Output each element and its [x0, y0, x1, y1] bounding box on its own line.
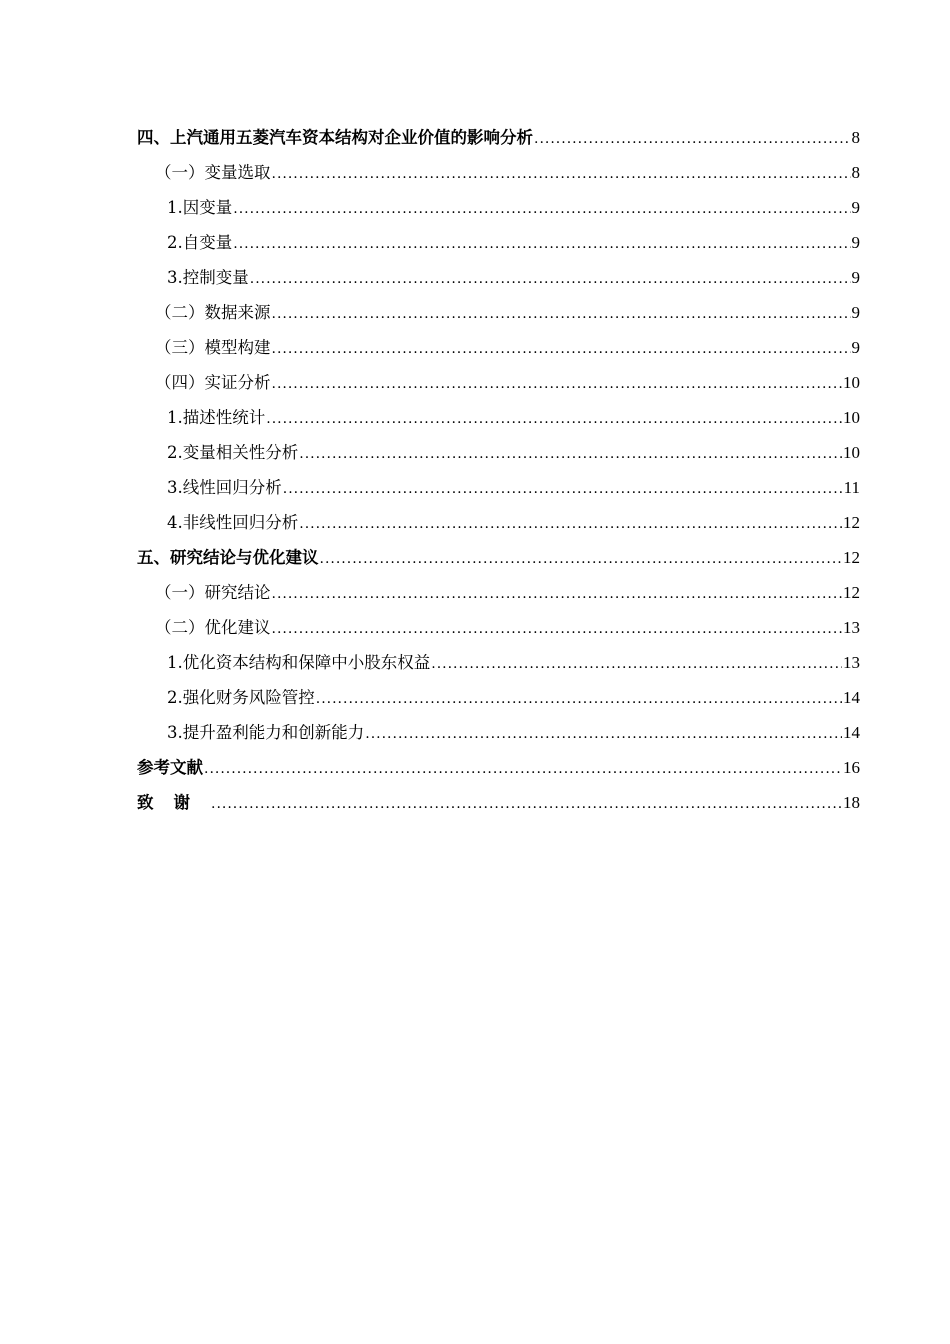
toc-entry [137, 680, 860, 715]
toc-entry [137, 260, 860, 295]
toc-entry [137, 750, 860, 785]
toc-entry [137, 645, 860, 680]
toc-page-number: 10 [843, 408, 860, 427]
toc-dot-leader [233, 192, 850, 227]
toc-dot-leader [272, 612, 843, 647]
toc-dot-leader [272, 297, 851, 332]
toc-entry-title: 2.变量相关性分析 [167, 443, 299, 462]
toc-entry-title: 参考文献 [137, 758, 203, 777]
toc-entry [137, 330, 860, 365]
toc-entry-title: 1.描述性统计 [167, 408, 266, 427]
toc-entry [137, 365, 860, 400]
toc-dot-leader [211, 787, 842, 822]
toc-page-number: 13 [843, 653, 860, 672]
toc-page-number: 10 [843, 373, 860, 392]
toc-entry-title: 4.非线性回归分析 [167, 513, 299, 532]
toc-dot-leader [266, 402, 842, 437]
toc-entry-title: 四、上汽通用五菱汽车资本结构对企业价值的影响分析 [137, 128, 533, 147]
toc-entry-title: （一）研究结论 [155, 583, 271, 602]
toc-dot-leader [233, 227, 850, 262]
toc-entry [137, 715, 860, 750]
toc-dot-leader [272, 577, 843, 612]
toc-page-number: 9 [851, 198, 860, 217]
toc-entry [137, 435, 860, 470]
toc-page-number: 11 [843, 478, 860, 497]
toc-page-number: 18 [843, 793, 860, 812]
table-of-contents [137, 120, 860, 820]
toc-dot-leader [272, 367, 843, 402]
toc-entry [137, 610, 860, 645]
toc-entry [137, 190, 860, 225]
toc-page-number: 8 [851, 128, 860, 147]
toc-entry-title: 1.优化资本结构和保障中小股东权益 [167, 653, 431, 672]
toc-entry [137, 120, 860, 155]
toc-page-number: 14 [843, 723, 860, 742]
toc-entry-title: （二）优化建议 [155, 618, 271, 637]
toc-entry-title: （三）模型构建 [155, 338, 271, 357]
toc-entry-title: 3.提升盈利能力和创新能力 [167, 723, 365, 742]
toc-dot-leader [250, 262, 851, 297]
toc-dot-leader [534, 122, 851, 157]
toc-entry-title: （四）实证分析 [155, 373, 271, 392]
toc-page-number: 10 [843, 443, 860, 462]
toc-entry-title: （二）数据来源 [155, 303, 271, 322]
toc-entry [137, 470, 860, 505]
toc-entry-title: 1.因变量 [167, 198, 233, 217]
toc-dot-leader [365, 717, 842, 752]
toc-entry-title: 3.控制变量 [167, 268, 249, 287]
toc-page-number: 9 [851, 268, 860, 287]
toc-dot-leader [316, 682, 842, 717]
toc-entry [137, 540, 860, 575]
toc-dot-leader [283, 472, 843, 507]
toc-page-number: 9 [851, 233, 860, 252]
toc-entry-title: 2.强化财务风险管控 [167, 688, 315, 707]
toc-dot-leader [272, 332, 851, 367]
toc-entry [137, 225, 860, 260]
toc-entry [137, 575, 860, 610]
toc-page-number: 12 [843, 513, 860, 532]
toc-dot-leader [431, 647, 842, 682]
toc-dot-leader [299, 437, 842, 472]
toc-entry-title: 3.线性回归分析 [167, 478, 282, 497]
toc-page-number: 9 [851, 338, 860, 357]
toc-page-number: 9 [851, 303, 860, 322]
toc-entry [137, 400, 860, 435]
toc-dot-leader [272, 157, 851, 192]
toc-dot-leader [299, 507, 842, 542]
toc-page-number: 12 [843, 583, 860, 602]
toc-entry [137, 155, 860, 190]
toc-entry [137, 505, 860, 540]
toc-dot-leader [320, 542, 843, 577]
toc-entry [137, 295, 860, 330]
toc-dot-leader [204, 752, 842, 787]
toc-page-number: 12 [843, 548, 860, 567]
toc-page-number: 16 [843, 758, 860, 777]
toc-page-number: 8 [851, 163, 860, 182]
toc-entry-title: 2.自变量 [167, 233, 233, 252]
toc-entry [137, 785, 860, 820]
toc-entry-title: 五、研究结论与优化建议 [137, 548, 319, 567]
toc-page-number: 14 [843, 688, 860, 707]
toc-entry-title: 致谢 [137, 793, 210, 812]
toc-page-number: 13 [843, 618, 860, 637]
toc-entry-title: （一）变量选取 [155, 163, 271, 182]
